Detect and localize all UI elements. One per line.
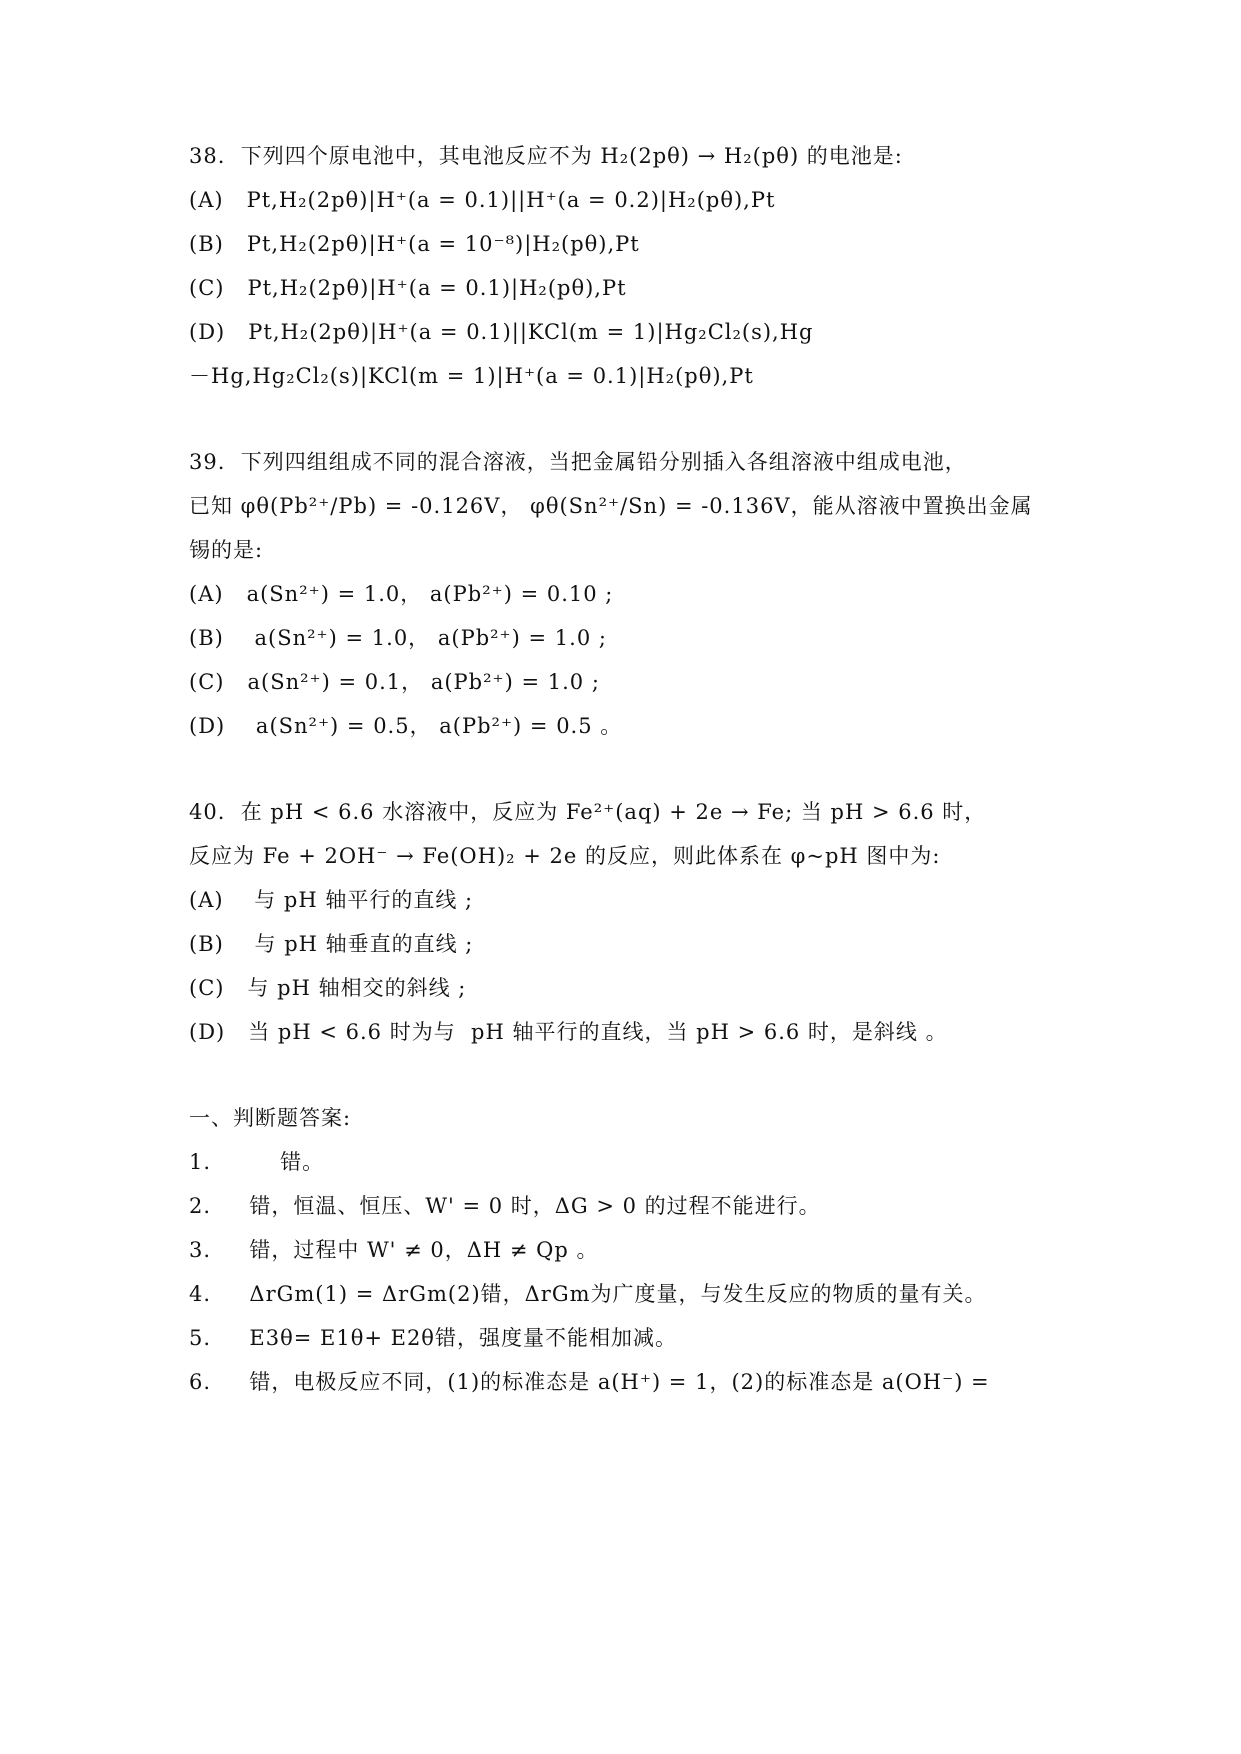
q40-option-b: (B) 与 pH 轴垂直的直线 ; — [189, 932, 474, 956]
answer-item-4: 4. ΔrGm(1) = ΔrGm(2)错，ΔrGm为广度量，与发生反应的物质的量有关。 — [189, 1282, 987, 1306]
q40-stem-line-1: 40. 在 pH < 6.6 水溶液中，反应为 Fe²⁺(aq) + 2e → Fe; 当 pH > 6.6 时， — [189, 800, 987, 824]
answer-item-1: 1. 错。 — [189, 1150, 325, 1174]
answer-item-2: 2. 错，恒温、恒压、W' = 0 时，ΔG > 0 的过程不能进行。 — [189, 1194, 821, 1218]
q40-option-a: (A) 与 pH 轴平行的直线 ; — [189, 888, 474, 912]
q39-stem-line-3: 锡的是: — [189, 538, 264, 562]
q40-option-c: (C) 与 pH 轴相交的斜线 ; — [189, 976, 467, 1000]
answer-item-6: 6. 错，电极反应不同，(1)的标准态是 a(H⁺) = 1，(2)的标准态是 a(OH⁻) = — [189, 1370, 990, 1394]
q38-option-b: (B) Pt,H₂(2pθ)|H⁺(a = 10⁻⁸)|H₂(pθ),Pt — [189, 232, 640, 256]
q39-option-d: (D) a(Sn²⁺) = 0.5， a(Pb²⁺) = 0.5 。 — [189, 714, 623, 738]
q38-option-c: (C) Pt,H₂(2pθ)|H⁺(a = 0.1)|H₂(pθ),Pt — [189, 276, 627, 300]
q38-option-a: (A) Pt,H₂(2pθ)|H⁺(a = 0.1)||H⁺(a = 0.2)|H₂(pθ),Pt — [189, 188, 776, 212]
answer-item-5: 5. E3θ= E1θ+ E2θ错，强度量不能相加减。 — [189, 1326, 677, 1350]
q38-option-d: (D) Pt,H₂(2pθ)|H⁺(a = 0.1)||KCl(m = 1)|Hg₂Cl₂(s),Hg — [189, 320, 814, 344]
q39-option-a: (A) a(Sn²⁺) = 1.0， a(Pb²⁺) = 0.10 ; — [189, 582, 614, 606]
q39-stem-line-1: 39. 下列四组组成不同的混合溶液，当把金属铅分别插入各组溶液中组成电池， — [189, 450, 967, 474]
q39-option-c: (C) a(Sn²⁺) = 0.1， a(Pb²⁺) = 1.0 ; — [189, 670, 600, 694]
answers-heading: 一、判断题答案: — [189, 1106, 352, 1130]
answer-item-3: 3. 错，过程中 W' ≠ 0，ΔH ≠ Qp 。 — [189, 1238, 599, 1262]
q40-stem-line-2: 反应为 Fe + 2OH⁻ → Fe(OH)₂ + 2e 的反应，则此体系在 φ~pH 图中为: — [189, 844, 941, 868]
q38-stem: 38. 下列四个原电池中，其电池反应不为 H₂(2pθ) → H₂(pθ) 的电池是: — [189, 144, 903, 168]
q39-option-b: (B) a(Sn²⁺) = 1.0， a(Pb²⁺) = 1.0 ; — [189, 626, 607, 650]
q39-stem-line-2: 已知 φθ(Pb²⁺/Pb) = -0.126V， φθ(Sn²⁺/Sn) = -0.136V，能从溶液中置换出金属 — [189, 494, 1033, 518]
q40-option-d: (D) 当 pH < 6.6 时为与 pH 轴平行的直线，当 pH > 6.6 时，是斜线 。 — [189, 1020, 948, 1044]
q38-option-d-continuation: －Hg,Hg₂Cl₂(s)|KCl(m = 1)|H⁺(a = 0.1)|H₂(pθ),Pt — [189, 364, 754, 388]
